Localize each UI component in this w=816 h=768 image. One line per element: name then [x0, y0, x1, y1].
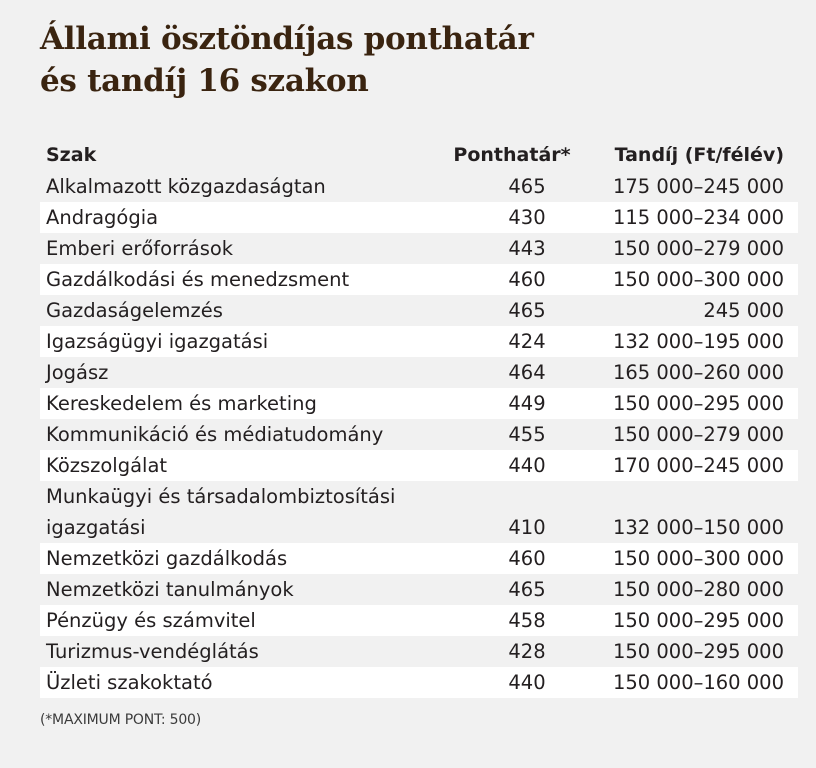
- row-fee: 175 000–245 000: [612, 175, 784, 198]
- row-name: Közszolgálat: [46, 454, 168, 477]
- table-row: [40, 605, 798, 636]
- row-score: 443: [508, 237, 546, 260]
- table-row: [40, 202, 798, 233]
- table-row: [40, 233, 798, 264]
- row-fee: 150 000–295 000: [612, 609, 784, 632]
- row-name: Pénzügy és számvitel: [46, 609, 256, 632]
- row-score: 440: [508, 671, 546, 694]
- table-row: [40, 543, 798, 574]
- row-fee: 150 000–300 000: [612, 547, 784, 570]
- row-fee: 150 000–279 000: [612, 423, 784, 446]
- row-name: Nemzetközi gazdálkodás: [46, 547, 288, 570]
- row-fee: 165 000–260 000: [612, 361, 784, 384]
- row-name: Üzleti szakoktató: [46, 671, 213, 694]
- row-score: 428: [508, 640, 546, 663]
- row-score: 440: [508, 454, 546, 477]
- table-row: [40, 357, 798, 388]
- row-name: Gazdaságelemzés: [46, 299, 223, 322]
- row-name: Kommunikáció és médiatudomány: [46, 423, 384, 446]
- table-row: [40, 326, 798, 357]
- row-name: Nemzetközi tanulmányok: [46, 578, 294, 601]
- row-score: 460: [508, 268, 546, 291]
- table-row: [40, 574, 798, 605]
- table-row: [40, 388, 798, 419]
- row-score: 464: [508, 361, 546, 384]
- footnote: (*MAXIMUM PONT: 500): [40, 712, 201, 728]
- scores-table: [40, 140, 798, 698]
- row-score: 465: [508, 299, 546, 322]
- row-name: Kereskedelem és marketing: [46, 392, 317, 415]
- row-score: 449: [508, 392, 546, 415]
- title-line-2: és tandíj 16 szakon: [40, 63, 369, 99]
- row-name: Munkaügyi és társadalombiztosítási igazgatási: [46, 485, 396, 539]
- row-name: Gazdálkodási és menedzsment: [46, 268, 350, 291]
- title-line-1: Állami ösztöndíjas ponthatár: [40, 21, 534, 57]
- row-fee: 150 000–280 000: [612, 578, 784, 601]
- table-row: [40, 295, 798, 326]
- table-row: [40, 171, 798, 202]
- table-row: [40, 419, 798, 450]
- table-row: [40, 667, 798, 698]
- table-row: [40, 450, 798, 481]
- row-score: 458: [508, 609, 546, 632]
- row-name: Andragógia: [46, 206, 159, 229]
- row-name: Jogász: [46, 361, 109, 384]
- header-tandij: Tandíj (Ft/félév): [614, 144, 784, 166]
- row-score: 460: [508, 547, 546, 570]
- row-fee: 170 000–245 000: [612, 454, 784, 477]
- row-score: 455: [508, 423, 546, 446]
- row-score: 465: [508, 175, 546, 198]
- table-row: [40, 636, 798, 667]
- row-fee: 150 000–160 000: [612, 671, 784, 694]
- row-fee: 150 000–295 000: [612, 392, 784, 415]
- row-name: Igazságügyi igazgatási: [46, 330, 269, 353]
- row-fee: 150 000–279 000: [612, 237, 784, 260]
- row-name: Emberi erőforrások: [46, 237, 234, 260]
- table-row: [40, 481, 798, 543]
- header-szak: Szak: [46, 144, 97, 166]
- row-fee: 115 000–234 000: [612, 206, 784, 229]
- row-score: 424: [508, 330, 546, 353]
- row-fee: 132 000–150 000: [612, 516, 784, 539]
- row-name: Alkalmazott közgazdaságtan: [46, 175, 326, 198]
- row-fee: 245 000: [703, 299, 784, 322]
- header-ponthatar: Ponthatár*: [453, 144, 571, 166]
- row-score: 430: [508, 206, 546, 229]
- page-title: [40, 18, 534, 102]
- table-header-row: [40, 140, 798, 171]
- table-row: [40, 264, 798, 295]
- row-score: 465: [508, 578, 546, 601]
- row-fee: 150 000–295 000: [612, 640, 784, 663]
- row-name: Turizmus-vendéglátás: [46, 640, 259, 663]
- row-score: 410: [508, 516, 546, 539]
- row-fee: 132 000–195 000: [612, 330, 784, 353]
- row-fee: 150 000–300 000: [612, 268, 784, 291]
